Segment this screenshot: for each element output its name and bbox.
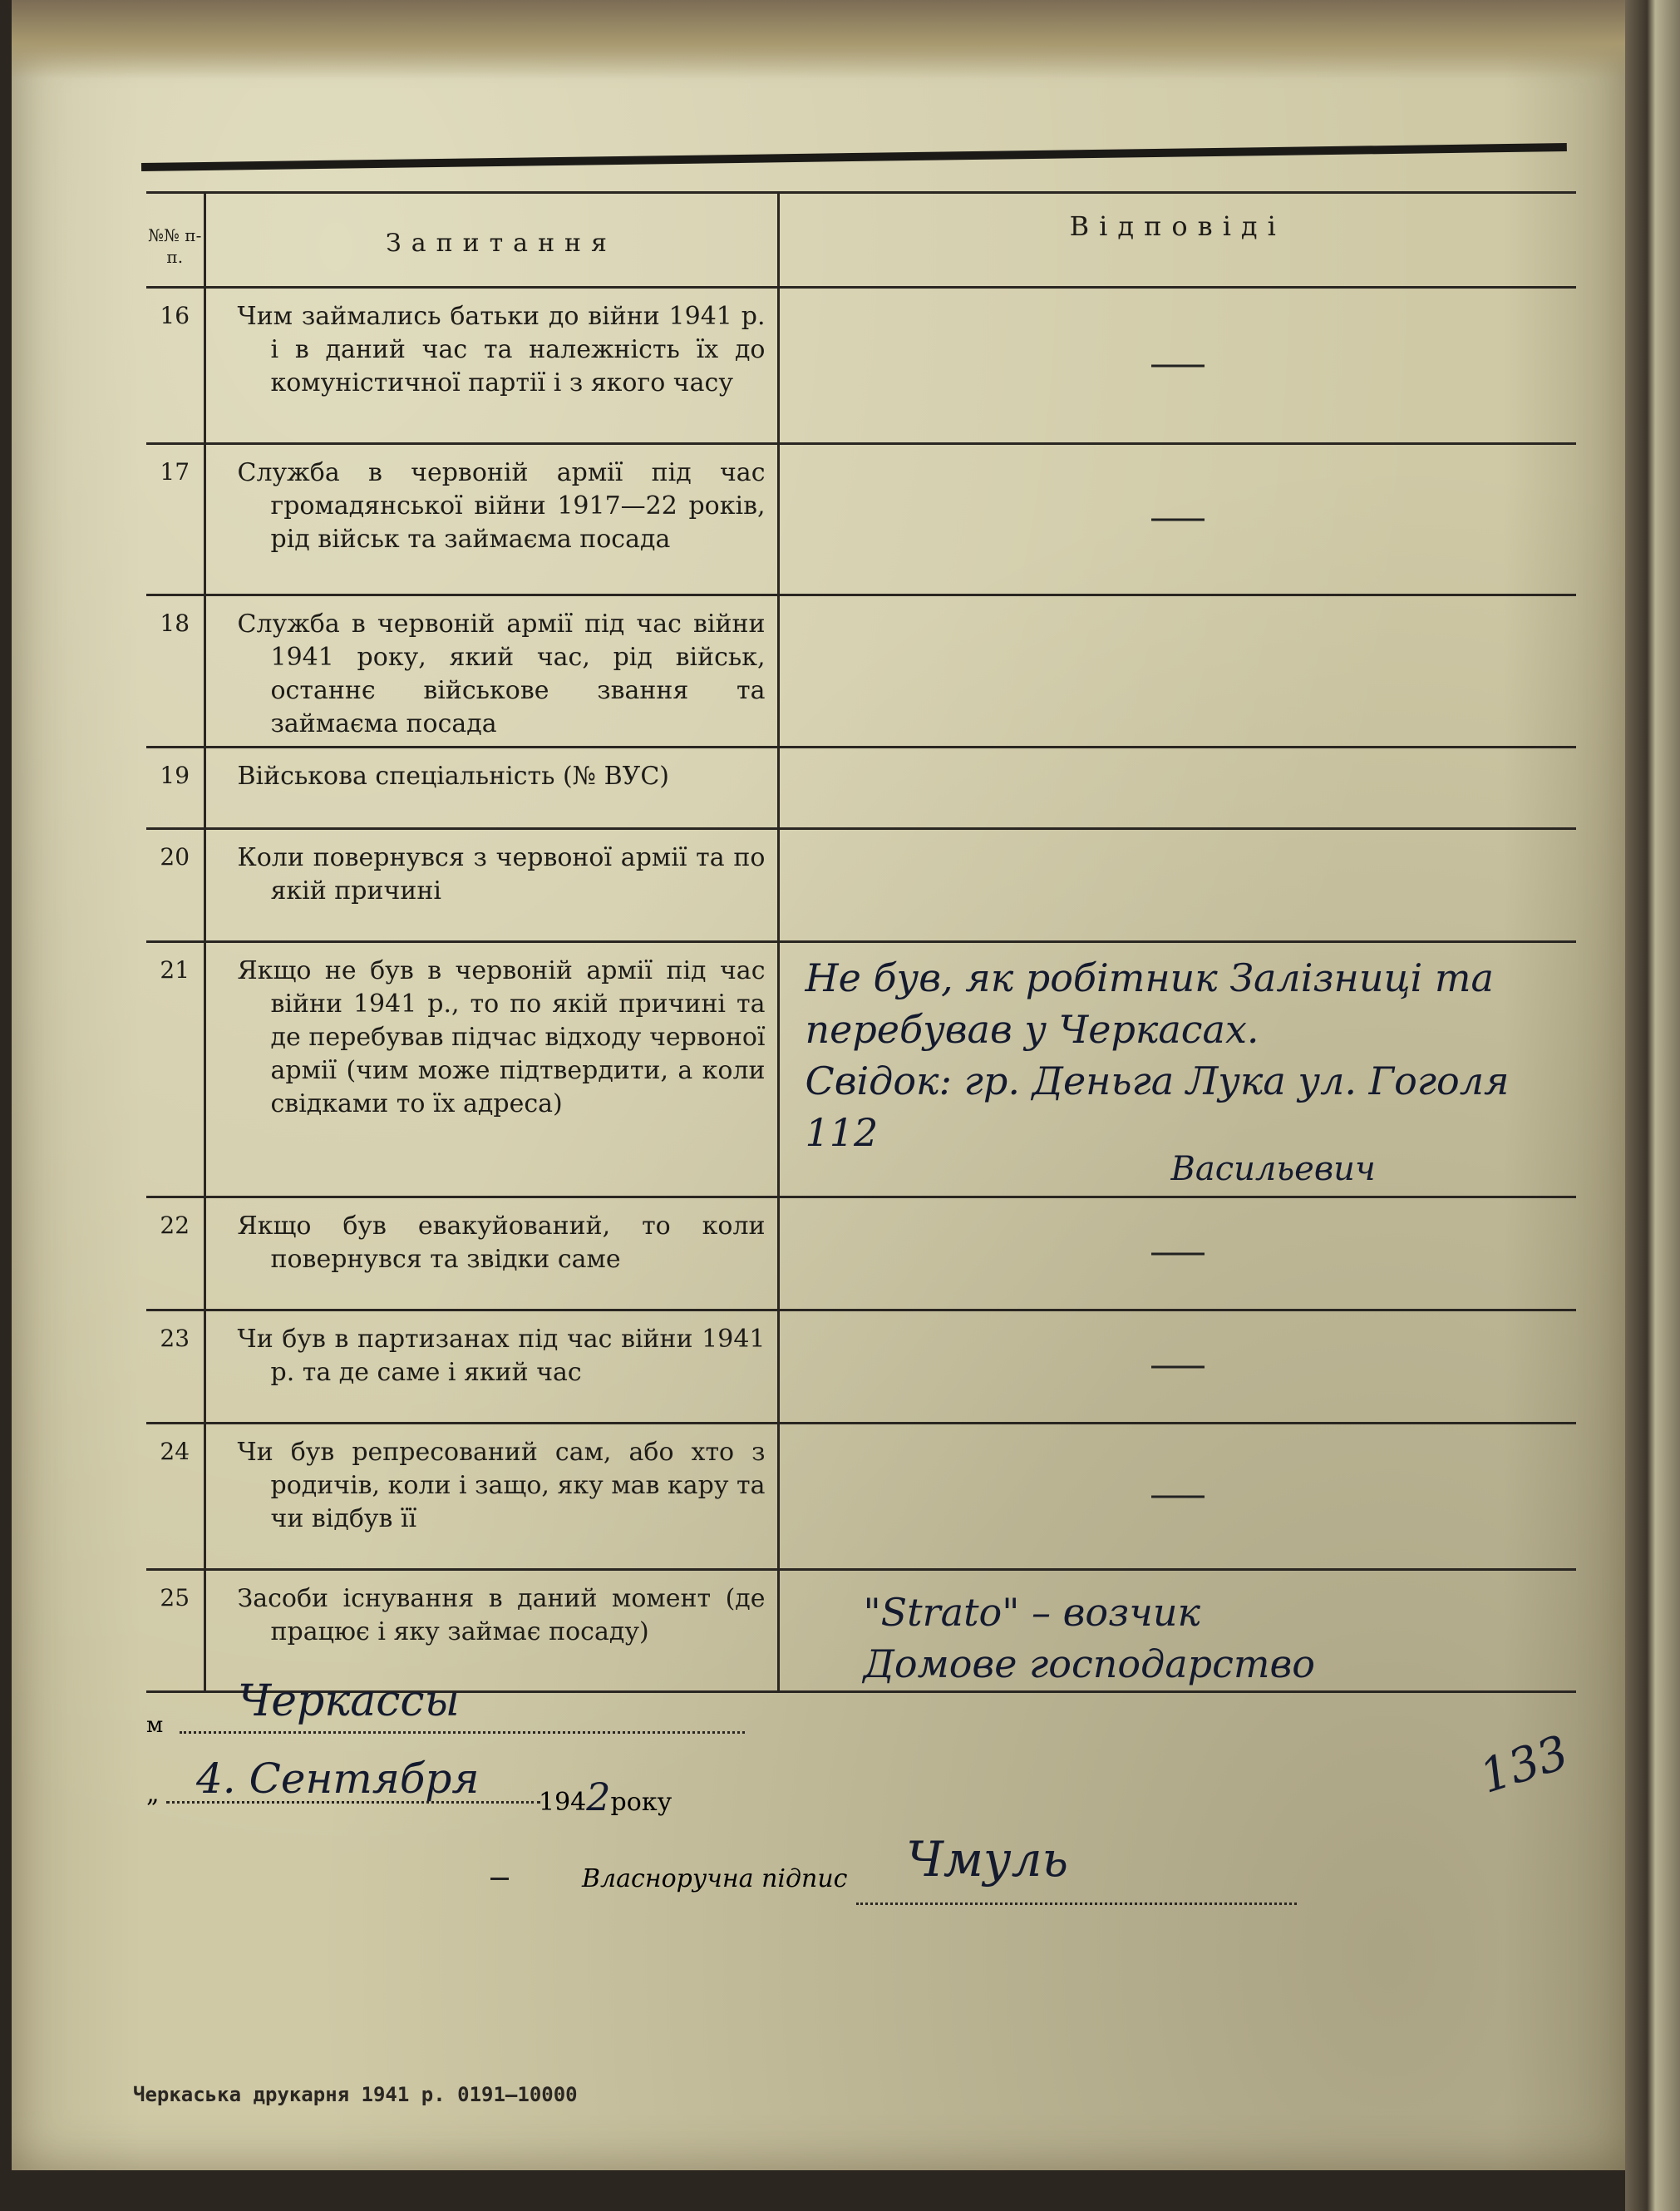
place-prefix: м: [146, 1713, 164, 1738]
question-text: Коли повернувся з червоної армії та по якій причині: [237, 843, 766, 906]
question-text: Якщо не був в червоній армії під час війни 1941 р., то по якій причині та де перебував підчас відходу червоної армії (чим може підтвердити, а коли свідками то їх адреса): [237, 956, 766, 1118]
date-value: 4. Сентября: [196, 1754, 480, 1803]
answer-21-line2: перебував у Черкасах.: [805, 1007, 1259, 1052]
page-binding-edge: [1625, 0, 1680, 2211]
row-question: [204, 444, 778, 595]
row-question: [204, 1570, 778, 1692]
row-number: 20: [146, 829, 204, 942]
row-number: 22: [146, 1197, 204, 1310]
margin-mark: 133: [1473, 1725, 1575, 1804]
row-answer: [778, 444, 1576, 595]
year: [539, 1774, 672, 1819]
table-row: [146, 829, 1576, 942]
answer-dash: [1151, 518, 1205, 521]
year-prefix: 194: [539, 1788, 587, 1817]
answer-dash: [1151, 364, 1205, 367]
date-quote: „: [146, 1779, 160, 1809]
row-number: 25: [146, 1570, 204, 1692]
row-number: 18: [146, 595, 204, 748]
place-line: [146, 1676, 745, 1738]
signature-value: Чмуль: [906, 1831, 1069, 1888]
header-number: №№ п-п.: [146, 193, 204, 288]
table-row: [146, 288, 1576, 444]
signature-underline: [856, 1903, 1297, 1905]
answer-25-line1: "Strato" – возчик: [863, 1590, 1200, 1635]
torn-top-edge: [12, 0, 1633, 79]
table-row: [146, 1424, 1576, 1570]
row-answer: [778, 1310, 1576, 1424]
table-row: [146, 444, 1576, 595]
header-answer: Відповіді: [778, 193, 1576, 288]
row-question: [204, 1197, 778, 1310]
row-answer: [778, 1197, 1576, 1310]
question-text: Якщо був евакуйований, то коли повернувся та звідки саме: [237, 1212, 766, 1274]
row-answer: [778, 942, 1576, 1197]
row-question: [204, 748, 778, 829]
header-question: Запитання: [204, 193, 778, 288]
handwritten-answer-21: [781, 944, 1576, 1195]
answer-21-line1: Не був, як робітник Залізниці та: [805, 955, 1494, 1000]
question-text: Засоби існування в даний момент (де працює і яку займає посаду): [237, 1584, 766, 1646]
row-number: 23: [146, 1310, 204, 1424]
signature-label: Власноручна підпис: [582, 1864, 848, 1893]
row-answer: [778, 288, 1576, 444]
question-text: Чи був в партизанах під час війни 1941 р. та де саме і який час: [237, 1325, 766, 1387]
handwritten-answer-25: [781, 1572, 1576, 1690]
printer-imprint: Черкаська друкарня 1941 р. 0191—10000: [133, 2083, 578, 2106]
table-row: [146, 748, 1576, 829]
row-question: [204, 595, 778, 748]
question-text: Чим займались батьки до війни 1941 р. і в даний час та належність їх до комуністичної партії і з якого часу: [237, 302, 766, 397]
row-number: 16: [146, 288, 204, 444]
row-number: 17: [146, 444, 204, 595]
place-value: Черкассы: [238, 1676, 460, 1726]
answer-21-line3: Свідок: гр. Деньга Лука ул. Гоголя 112: [805, 1059, 1510, 1155]
signature-line: [490, 1831, 1305, 1929]
row-answer: [778, 1570, 1576, 1692]
row-number: 19: [146, 748, 204, 829]
row-question: [204, 1424, 778, 1570]
row-answer: [778, 595, 1576, 748]
answer-21-line4: Васильевич: [1170, 1150, 1376, 1188]
question-text: Служба в червоній армії під час війни 1941 року, який час, рід військ, останнє військове звання та займаєма посада: [237, 610, 766, 738]
date-line: [146, 1754, 811, 1819]
answer-25-line2: Домове господарство: [863, 1641, 1315, 1686]
answer-dash: [1151, 1252, 1205, 1255]
table-row: [146, 1197, 1576, 1310]
table-header: [146, 193, 1576, 288]
year-suffix: року: [610, 1788, 672, 1817]
row-number: 21: [146, 942, 204, 1197]
signature-dash: [490, 1878, 509, 1880]
row-question: [204, 1310, 778, 1424]
row-question: [204, 288, 778, 444]
table-row: [146, 1310, 1576, 1424]
question-text: Служба в червоній армії під час громадянської війни 1917—22 років, рід військ та займаєма посада: [237, 458, 766, 554]
table-row: [146, 595, 1576, 748]
answer-dash: [1151, 1365, 1205, 1368]
question-text: Чи був репресований сам, або хто з родичів, коли і защо, яку мав кару та чи відбув її: [237, 1438, 766, 1533]
row-number: 24: [146, 1424, 204, 1570]
question-text: Військова спеціальність (№ ВУС): [237, 762, 669, 791]
answer-dash: [1151, 1495, 1205, 1498]
year-handwritten-digit: 2: [586, 1774, 611, 1819]
questionnaire-table: [146, 191, 1576, 1693]
place-underline: [180, 1731, 745, 1734]
row-question: [204, 942, 778, 1197]
row-question: [204, 829, 778, 942]
table-row: [146, 1570, 1576, 1692]
row-answer: [778, 1424, 1576, 1570]
row-answer: [778, 748, 1576, 829]
row-answer: [778, 829, 1576, 942]
table-row: [146, 942, 1576, 1197]
